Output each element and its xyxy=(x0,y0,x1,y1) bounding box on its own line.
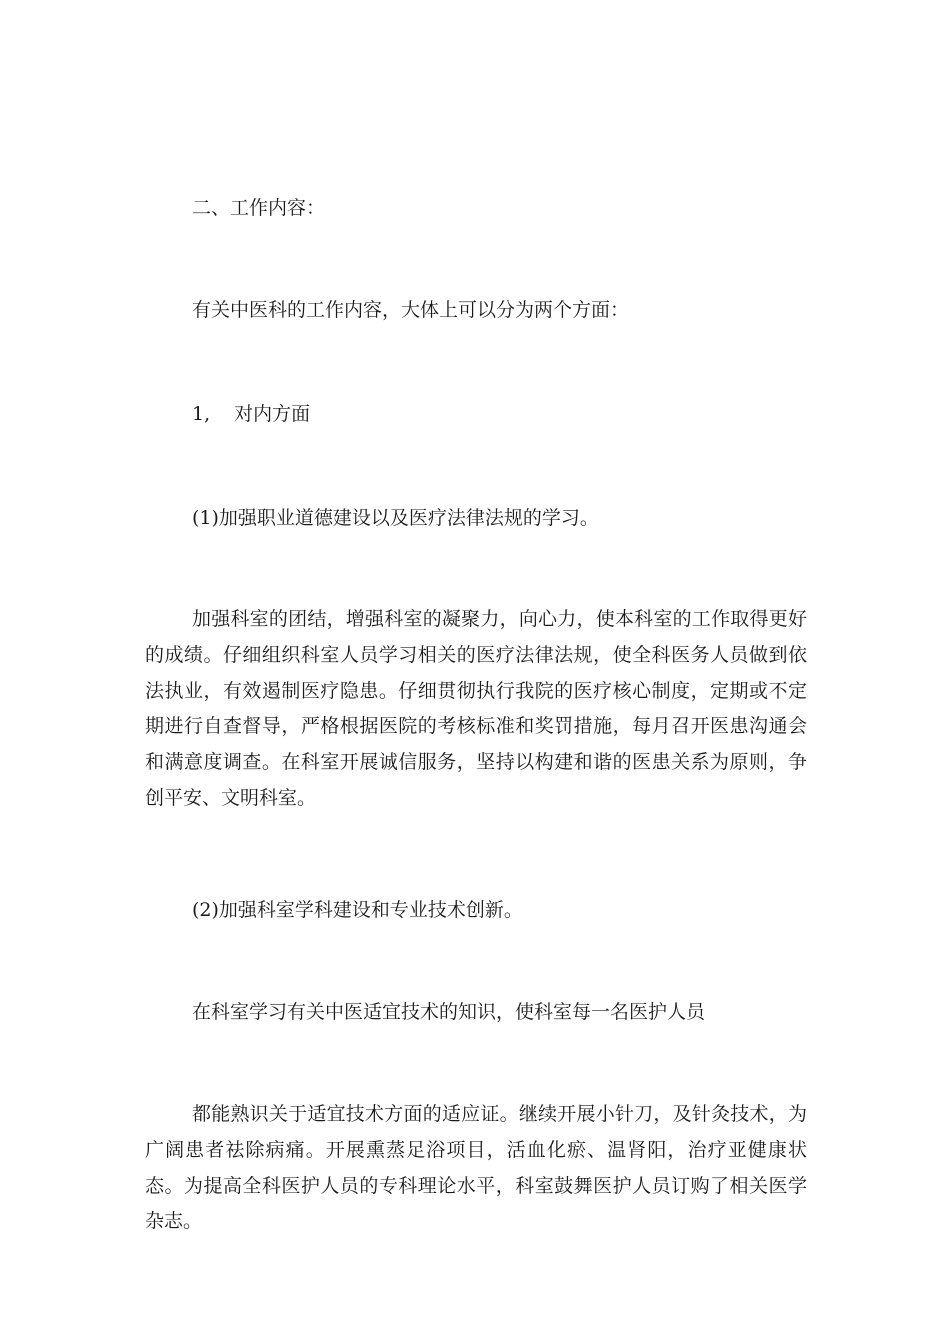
item2-intro: 在科室学习有关中医适宜技术的知识，使科室每一名医护人员 xyxy=(192,1001,706,1023)
subsection-title: 对内方面 xyxy=(234,403,311,425)
intro-text: 有关中医科的工作内容，大体上可以分为两个方面： xyxy=(192,299,630,321)
item1-heading: (1)加强职业道德建设以及医疗法律法规的学习。 xyxy=(192,507,599,529)
item2-body: 都能熟识关于适宜技术方面的适应证。继续开展小针刀，及针灸技术，为广阔患者祛除病痛。开展熏蒸足浴项目，活血化瘀、温肾阳，治疗亚健康状态。为提高全科医护人员的专科理论水平，科室鼓舞医护人员订购了相关医学杂志。 xyxy=(145,1103,807,1233)
item2-heading: (2)加强科室学科建设和专业技术创新。 xyxy=(192,899,523,921)
section-heading: 二、工作内容： xyxy=(192,197,326,219)
subsection-heading xyxy=(192,401,310,427)
subsection-number: 1, xyxy=(192,403,211,425)
item1-body: 加强科室的团结，增强科室的凝聚力，向心力，使本科室的工作取得更好的成绩。仔细组织科室人员学习相关的医疗法律法规，使全科医务人员做到依法执业，有效遏制医疗隐患。仔细贯彻执行我院的医疗核心制度，定期或不定期进行自查督导，严格根据医院的考核标准和奖罚措施，每月召开医患沟通会和满意度调查。在科室开展诚信服务，坚持以构建和谐的医患关系为原则，争创平安、文明科室。 xyxy=(145,608,807,809)
